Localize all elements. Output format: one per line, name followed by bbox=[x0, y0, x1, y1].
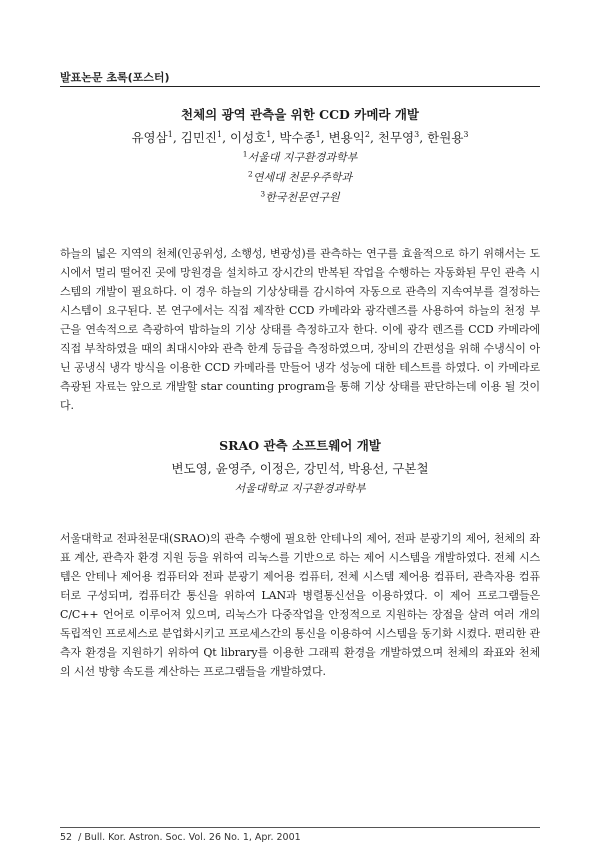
author-list: 변도영, 윤영주, 이정은, 강민석, 박용선, 구본철 bbox=[171, 461, 429, 476]
affiliation: $^3$한국천문연구원 bbox=[260, 189, 340, 204]
author: 김민진$^1$ bbox=[180, 129, 223, 145]
abstract-ccd-camera bbox=[60, 106, 540, 415]
section-header: 발표논문 초록(포스터) bbox=[60, 71, 170, 84]
abstract-srao-software bbox=[60, 437, 540, 681]
author: 한원용$^3$ bbox=[427, 129, 469, 145]
affiliation: $^1$서울대 지구환경과학부 bbox=[242, 149, 358, 164]
author: 유영삼$^1$ bbox=[131, 129, 173, 145]
author-list: 유영삼$^1$, 김민진$^1$, 이성호$^1$, 박수종$^1$, 변용익$^2$, 천무영$^3$, 한원용$^3$ bbox=[131, 129, 469, 145]
affiliation: $^2$연세대 천문우주학과 bbox=[248, 169, 352, 184]
article-title: 천체의 광역 관측을 위한 CCD 카메라 개발 bbox=[181, 107, 419, 122]
affiliation: 서울대학교 지구환경과학부 bbox=[234, 482, 366, 495]
author: 변용익$^2$ bbox=[328, 129, 370, 145]
author: 박수종$^1$ bbox=[279, 129, 321, 145]
page-footer bbox=[60, 832, 307, 843]
author: 천무영$^3$ bbox=[377, 129, 420, 145]
journal-citation: / Bull. Kor. Astron. Soc. Vol. 26 No. 1, Apr. 2001 bbox=[78, 832, 301, 843]
abstract-body: 하늘의 넓은 지역의 천체(인공위성, 소행성, 변광성)를 관측하는 연구를 효율적으로 하기 위해서는 도시에서 멀리 떨어진 곳에 망원경을 설치하고 장시간의 반복된 작업을 수행하는 자동화된 무인 관측 시스템의 개발이 필요하다. 이 경우 하늘의 기상상태를 감시하여 자동으로 관측의 지속여부를 결정하는 시스템이 요구된다. 본 연구에서는 직접 제작한 CCD 카메라와 광각렌즈를 사용하여 하늘의 천정 부근을 연속적으로 측광하여 밤하늘의 기상 상태를 측정하고자 한다. 이에 광각 렌즈를 CCD 카메라에 직접 부착하였을 때의 최대시야와 관측 한계 등급을 측정하였으며, 장비의 간편성을 위해 수냉식이 아닌 공냉식 냉각 방식을 이용한 CCD 카메라를 만들어 냉각 성능에 대한 테스트를 하였다. 이 카메라로 측광된 자료는 앞으로 개발할 star counting program을 통해 기상 상태를 판단하는데 이용 될 것이다. bbox=[60, 247, 540, 412]
article-title: SRAO 관측 소프트웨어 개발 bbox=[219, 438, 381, 453]
page-number: 52 bbox=[60, 832, 73, 843]
author: 이성호$^1$ bbox=[230, 129, 272, 145]
header-rule bbox=[60, 86, 540, 87]
footer-rule bbox=[60, 827, 540, 828]
abstract-body: 서울대학교 전파천문대(SRAO)의 관측 수행에 필요한 안테나의 제어, 전파 분광기의 제어, 천체의 좌표 계산, 관측자 환경 지원 등을 위하여 리눅스를 기반으로 하는 제어 시스템을 개발하였다. 전체 시스템은 안테나 제어용 컴퓨터와 전파 분광기 제어용 컴퓨터, 전체 시스템 제어용 컴퓨터, 관측자용 컴퓨터로 구성되며, 컴퓨터간 통신을 위하여 LAN과 병렬통신선을 이용하였다. 이 제어 프로그램들은 C/C++ 언어로 이루어져 있으며, 리눅스가 다중작업을 안정적으로 지원하는 장점을 살려 여러 개의 독립적인 프로세스로 분업화시키고 프로세스간의 통신을 이용하여 시스템을 동기화 시켰다. 편리한 관측자 환경을 지원하기 위하여 Qt library를 이용한 그래픽 환경을 개발하였으며 천체의 좌표와 천체의 시선 방향 속도를 계산하는 프로그램들을 개발하였다. bbox=[60, 532, 540, 678]
